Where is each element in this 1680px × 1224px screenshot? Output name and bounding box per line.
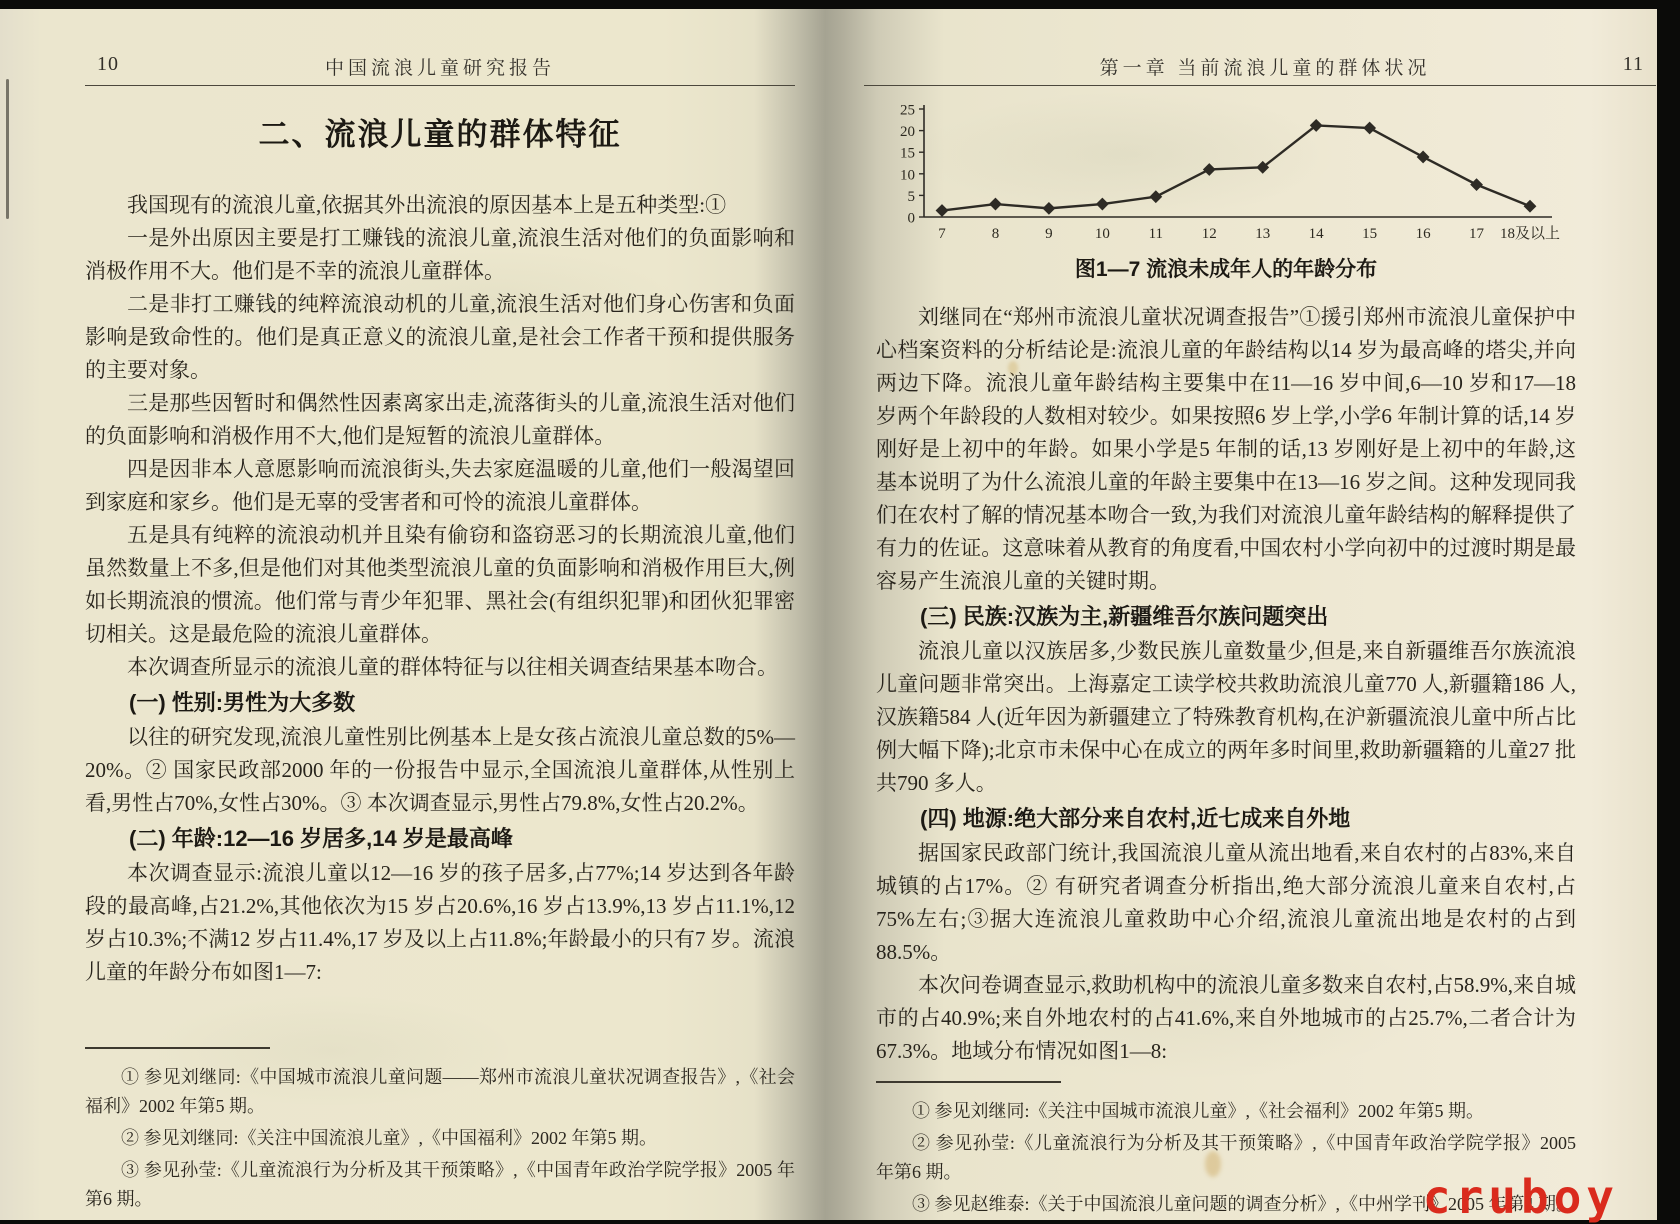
- page-number-left: 10: [97, 53, 119, 75]
- paragraph: 我国现有的流浪儿童,依据其外出流浪的原因基本上是五种类型:①: [127, 193, 727, 217]
- svg-text:12: 12: [1201, 226, 1217, 242]
- left-footnote-items: [85, 1063, 795, 1214]
- footnote-rule-right: [876, 1081, 1061, 1083]
- left-footnotes: [85, 1047, 795, 1217]
- svg-text:20: 20: [900, 124, 915, 141]
- svg-text:10: 10: [1094, 226, 1110, 242]
- svg-text:0: 0: [907, 210, 915, 227]
- svg-text:5: 5: [907, 188, 915, 205]
- paragraph: 本次问卷调查显示,救助机构中的流浪儿童多数来自农村,占58.9%,来自城市的占40.9%;来自外地农村的占41.6%,来自外地城市的占25.7%,二者合计为67.3%。地域分布情况如图1—8:: [876, 973, 1576, 1063]
- footnote-item: ③ 参见孙莹:《儿童流浪行为分析及其干预策略》,《中国青年政治学院学报》2005 年第6 期。: [85, 1160, 795, 1209]
- header-rule-right: [864, 85, 1656, 86]
- section-heading: (一) 性别:男性为大多数: [129, 690, 356, 715]
- paragraph: 流浪儿童以汉族居多,少数民族儿童数量少,但是,来自新疆维吾尔族流浪儿童问题非常突出。上海嘉定工读学校共救助流浪儿童770 人,新疆籍186 人,汉族籍584 人(近年因为新疆建立了特殊教育机构,在沪新疆流浪儿童中所占比例大幅下降);北京市未保中心在成立的两年多时间里,救助新疆籍的儿童27 批共790 多人。: [876, 639, 1576, 795]
- paragraph: 本次调查显示:流浪儿童以12—16 岁的孩子居多,占77%;14 岁达到各年龄段的最高峰,占21.2%,其他依次为15 岁占20.6%,16 岁占13.9%,13 岁占11.1%,12 岁占10.3%;不满12 岁占11.4%,17 岁及以上占11.8%;年龄最小的只有7 岁。流浪儿童的年龄分布如图1—7:: [85, 861, 795, 984]
- svg-text:14: 14: [1308, 226, 1324, 242]
- section-title: 二、流浪儿童的群体特征: [258, 117, 622, 152]
- svg-text:16: 16: [1415, 226, 1431, 242]
- paragraph: 本次调查所显示的流浪儿童的群体特征与以往相关调查结果基本吻合。: [127, 655, 778, 679]
- paragraph: 四是因非本人意愿影响而流浪街头,失去家庭温暖的儿童,他们一般渴望回到家庭和家乡。他们是无辜的受害者和可怜的流浪儿童群体。: [85, 457, 795, 514]
- svg-text:17: 17: [1469, 226, 1485, 242]
- svg-text:8: 8: [991, 226, 1000, 242]
- section-heading: (四) 地源:绝大部分来自农村,近七成来自外地: [920, 806, 1351, 831]
- footnote-rule-left: [85, 1047, 270, 1049]
- svg-text:7: 7: [938, 226, 946, 242]
- svg-text:18及以上: 18及以上: [1499, 226, 1561, 242]
- section-heading: (三) 民族:汉族为主,新疆维吾尔族问题突出: [920, 604, 1329, 629]
- running-header-right: 第一章 当前流浪儿童的群体状况: [1099, 58, 1431, 79]
- footnote-item: ③ 参见赵维泰:《关于中国流浪儿童问题的调查分析》,《中州学刊》2005 年第4 期。: [912, 1194, 1574, 1214]
- svg-text:15: 15: [1362, 226, 1378, 242]
- footnote-item: ② 参见刘继同:《关注中国流浪儿童》,《中国福利》2002 年第5 期。: [121, 1128, 657, 1148]
- page-header-left: [85, 53, 795, 81]
- svg-text:10: 10: [900, 167, 915, 184]
- svg-text:9: 9: [1045, 226, 1053, 242]
- paragraph: 五是具有纯粹的流浪动机并且染有偷窃和盗窃恶习的长期流浪儿童,他们虽然数量上不多,但是他们对其他类型流浪儿童的负面影响和消极作用巨大,例如长期流浪的惯流。他们常与青少年犯罪、黑社会(有组织犯罪)和团伙犯罪密切相关。这是最危险的流浪儿童群体。: [85, 523, 795, 646]
- paragraph: 以往的研究发现,流浪儿童性别比例基本上是女孩占流浪儿童总数的5%—20%。② 国家民政部2000 年的一份报告中显示,全国流浪儿童群体,从性别上看,男性占70%,女性占30%。③ 本次调查显示,男性占79.8%,女性占20.2%。: [85, 725, 795, 815]
- age-line-chart-svg: [882, 95, 1572, 247]
- svg-text:11: 11: [1148, 226, 1164, 242]
- svg-text:25: 25: [900, 102, 915, 119]
- footnote-item: ② 参见孙莹:《儿童流浪行为分析及其干预策略》,《中国青年政治学院学报》2005 年第6 期。: [876, 1133, 1576, 1182]
- svg-text:15: 15: [900, 145, 915, 162]
- right-page-body: [876, 301, 1576, 1068]
- section-heading: (二) 年龄:12—16 岁居多,14 岁是最高峰: [129, 826, 513, 851]
- paragraph: 二是非打工赚钱的纯粹流浪动机的儿童,流浪生活对他们身心伤害和负面影响是致命性的。他们是真正意义的流浪儿童,是社会工作者干预和提供服务的主要对象。: [85, 292, 795, 382]
- watermark: cruboy: [1422, 1170, 1619, 1224]
- figure-caption: 图1—7 流浪未成年人的年龄分布: [1074, 258, 1378, 281]
- paragraph: 一是外出原因主要是打工赚钱的流浪儿童,流浪生活对他们的负面影响和消极作用不大。他们是不幸的流浪儿童群体。: [85, 226, 795, 283]
- running-header-left: 中国流浪儿童研究报告: [324, 58, 555, 79]
- footnote-item: ① 参见刘继同:《中国城市流浪儿童问题——郑州市流浪儿童状况调查报告》,《社会福利》2002 年第5 期。: [85, 1067, 795, 1116]
- page-number-right: 11: [1622, 53, 1644, 75]
- paragraph: 刘继同在“郑州市流浪儿童状况调查报告”①援引郑州市流浪儿童保护中心档案资料的分析结论是:流浪儿童的年龄结构以14 岁为最高峰的塔尖,并向两边下降。流浪儿童年龄结构主要集中在11—16 岁中间,6—10 岁和17—18 岁两个年龄段的人数相对较少。如果按照6 岁上学,小学6 年制计算的话,14 岁刚好是上初中的年龄。如果小学是5 年制的话,13 岁刚好是上初中的年龄,这基本说明了为什么流浪儿童的年龄主要集中在13—16 岁之间。这种发现同我们在农村了解的情况基本吻合一致,为我们对流浪儿童年龄结构的解释提供了有力的佐证。这意味着从教育的角度看,中国农村小学向初中的过渡时期是最容易产生流浪儿童的关键时期。: [876, 305, 1576, 593]
- left-page-body: [85, 189, 795, 989]
- paragraph: 据国家民政部门统计,我国流浪儿童从流出地看,来自农村的占83%,来自城镇的占17%。② 有研究者调查分析指出,绝大部分流浪儿童来自农村,占75%左右;③据大连流浪儿童救助中心介绍,流浪儿童流出地是农村的占到88.5%。: [876, 841, 1576, 964]
- svg-text:13: 13: [1255, 226, 1271, 242]
- paragraph: 三是那些因暂时和偶然性因素离家出走,流落街头的儿童,流浪生活对他们的负面影响和消极作用不大,他们是短暂的流浪儿童群体。: [85, 391, 795, 448]
- footnote-item: ① 参见刘继同:《关注中国城市流浪儿童》,《社会福利》2002 年第5 期。: [912, 1101, 1484, 1121]
- age-distribution-chart: [882, 95, 1572, 247]
- book-spread: [0, 9, 1657, 1224]
- page-header-right: [876, 53, 1654, 81]
- header-rule-left: [85, 85, 795, 86]
